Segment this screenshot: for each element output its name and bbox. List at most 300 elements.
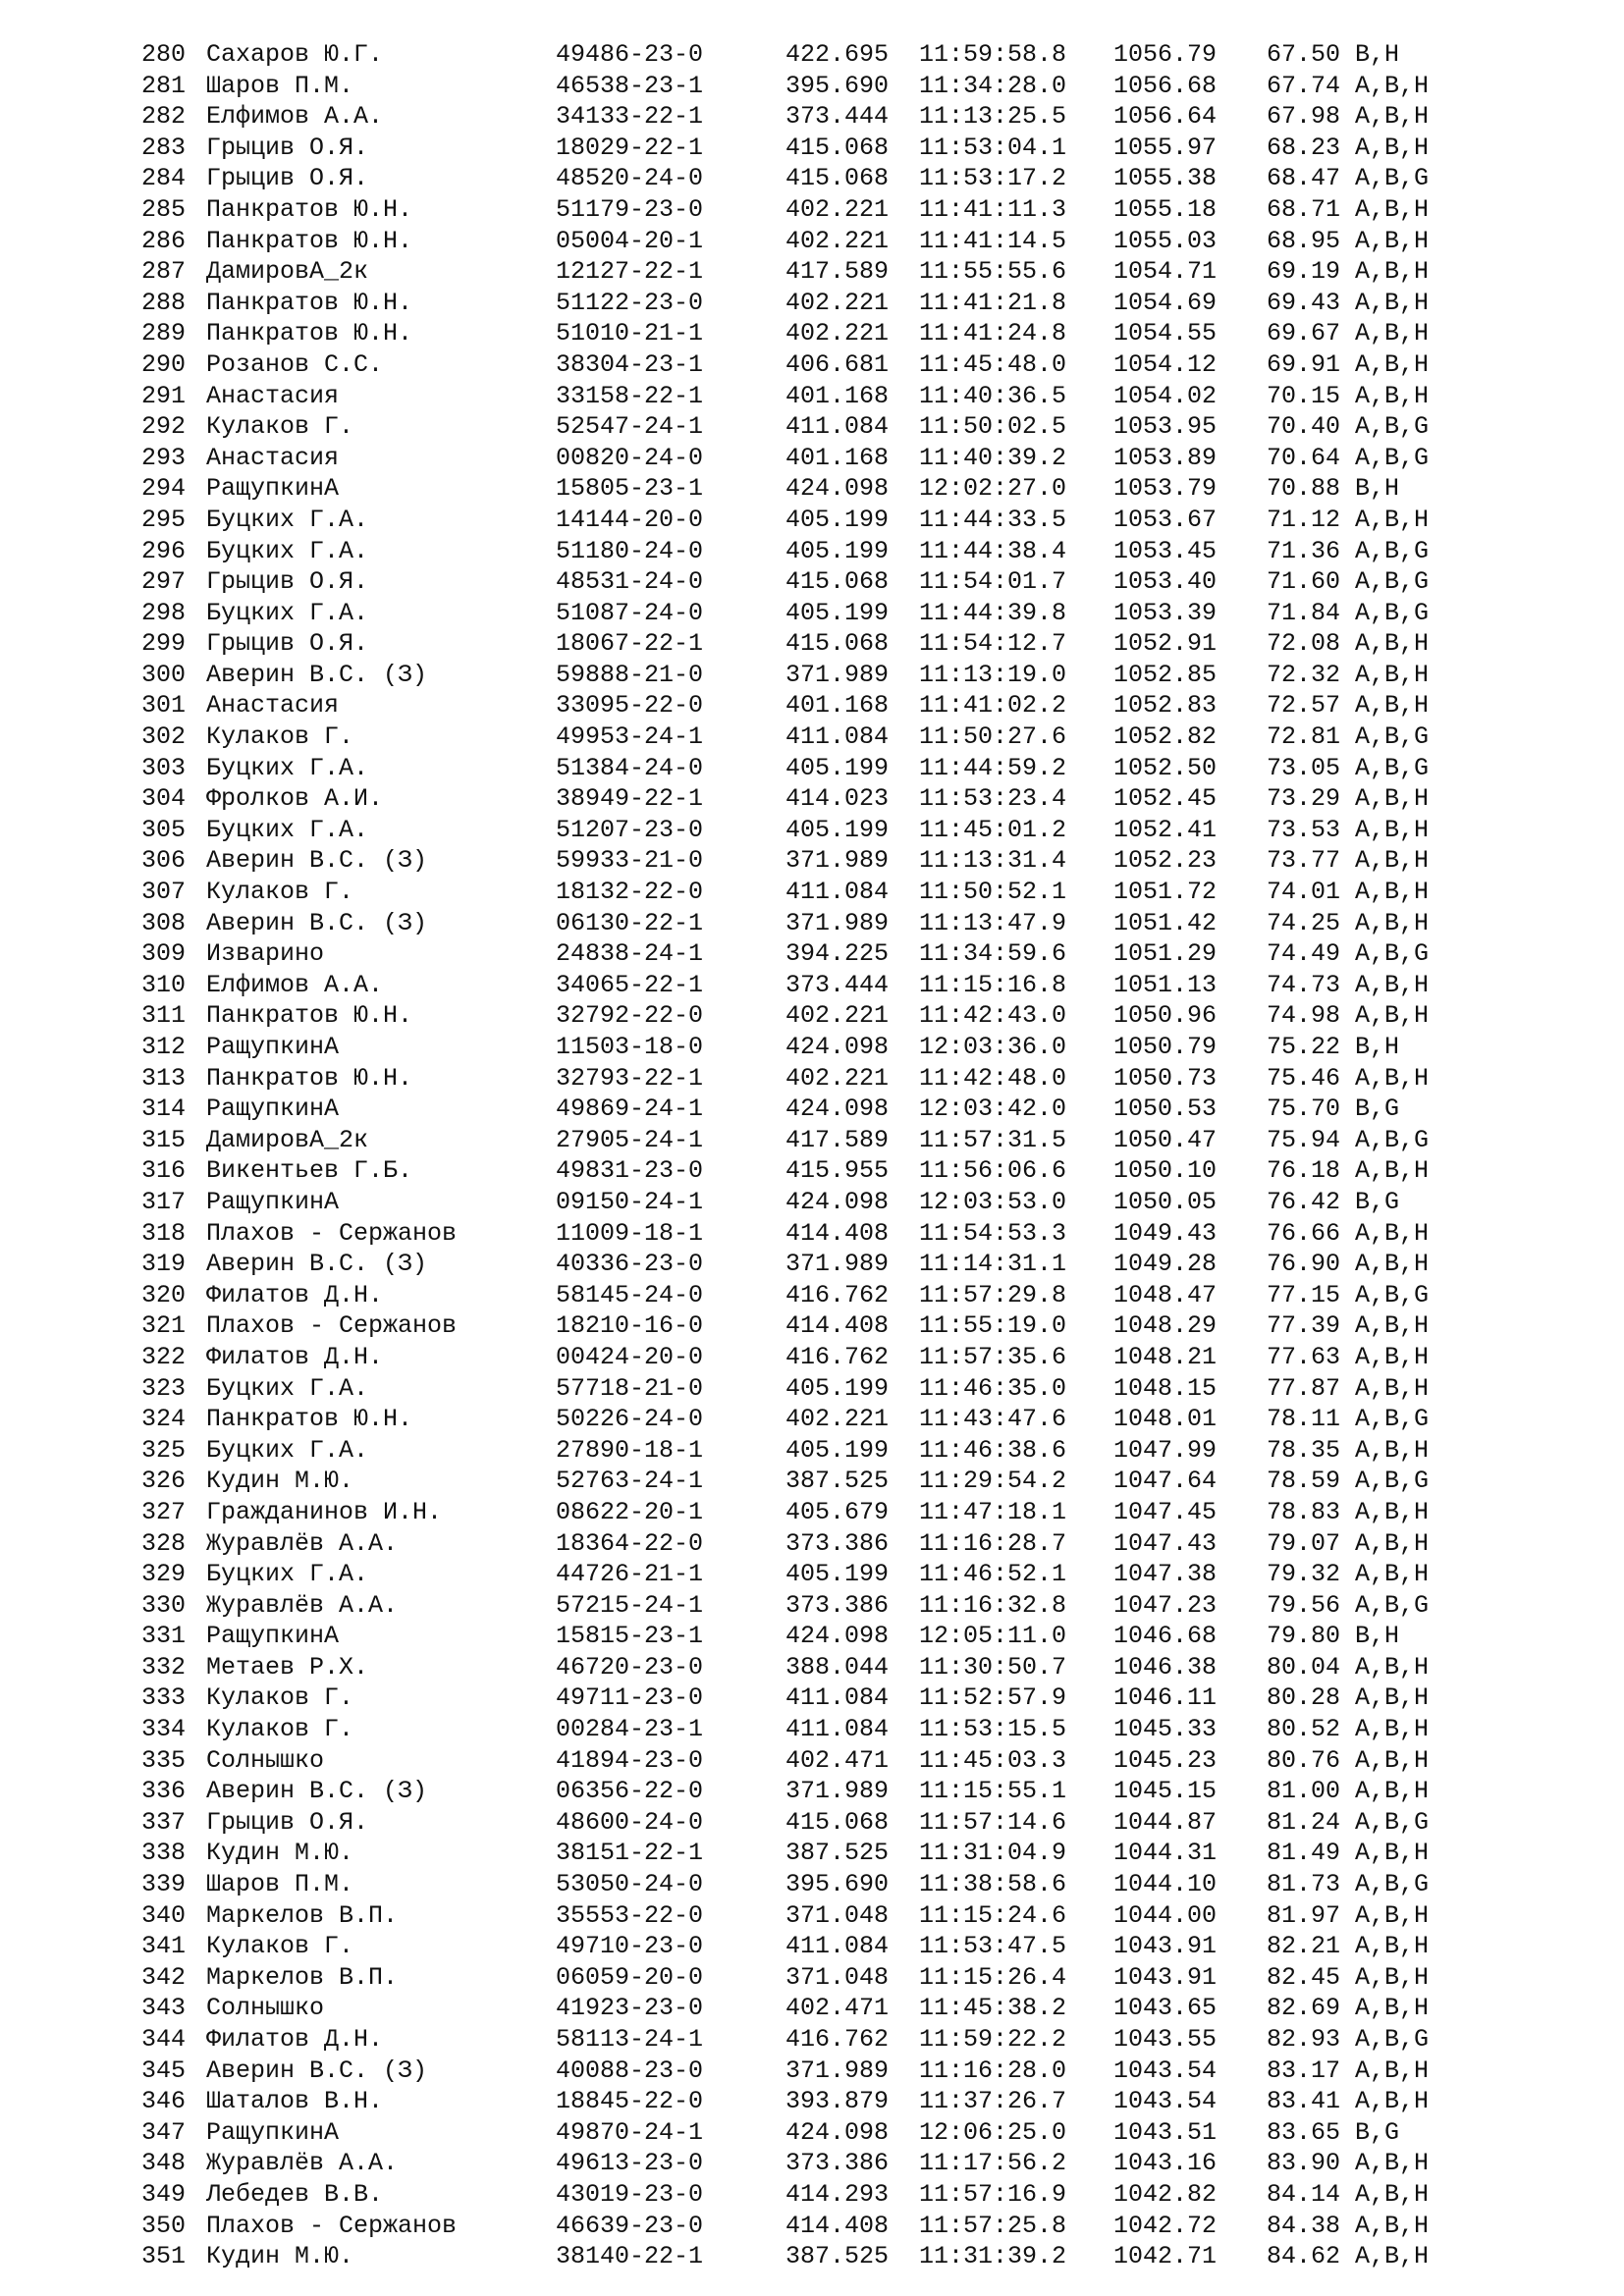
category-flags: A,B,H	[1355, 1311, 1430, 1341]
place-number: 332	[141, 1652, 187, 1682]
category-flags: A,B,G	[1355, 1467, 1430, 1496]
table-row	[141, 226, 1496, 257]
speed-value: 1055.97	[1113, 133, 1218, 162]
table-row	[141, 1249, 1496, 1280]
ring-number: 06130-22-1	[556, 908, 704, 937]
ring-number: 38949-22-1	[556, 784, 704, 814]
speed-value: 1050.05	[1113, 1187, 1218, 1216]
speed-value: 1053.39	[1113, 598, 1218, 627]
speed-value: 1053.45	[1113, 536, 1218, 565]
fancier-name: Маркелов В.П.	[206, 1900, 399, 1930]
table-row	[141, 443, 1496, 474]
category-flags: A,B,H	[1355, 2211, 1430, 2240]
table-row	[141, 1714, 1496, 1745]
ring-number: 41894-23-0	[556, 1745, 704, 1775]
distance-value: 402.471	[785, 1745, 890, 1775]
distance-value: 402.221	[785, 319, 890, 348]
category-flags: B,H	[1355, 1622, 1400, 1651]
category-flags: A,B,G	[1355, 412, 1430, 442]
place-number: 328	[141, 1528, 187, 1558]
coefficient-value: 69.67	[1267, 319, 1341, 348]
category-flags: A,B,H	[1355, 1777, 1430, 1806]
category-flags: A,B,H	[1355, 288, 1430, 317]
fancier-name: Журавлёв А.А.	[206, 1528, 399, 1558]
table-row	[141, 1652, 1496, 1683]
fancier-name: Филатов Д.Н.	[206, 2025, 384, 2054]
ring-number: 18132-22-0	[556, 878, 704, 907]
arrival-time: 11:53:47.5	[919, 1932, 1067, 1961]
place-number: 315	[141, 1125, 187, 1154]
arrival-time: 11:38:58.6	[919, 1870, 1067, 1899]
distance-value: 395.690	[785, 1870, 890, 1899]
place-number: 297	[141, 567, 187, 597]
table-row	[141, 1497, 1496, 1528]
place-number: 340	[141, 1900, 187, 1930]
category-flags: B,H	[1355, 1033, 1400, 1061]
coefficient-value: 72.81	[1267, 722, 1341, 752]
fancier-name: Елфимов А.А.	[206, 970, 384, 999]
speed-value: 1042.82	[1113, 2179, 1218, 2209]
table-row	[141, 163, 1496, 194]
speed-value: 1050.10	[1113, 1156, 1218, 1186]
ring-number: 46639-23-0	[556, 2211, 704, 2240]
speed-value: 1052.41	[1113, 815, 1218, 844]
fancier-name: Грыцив О.Я.	[206, 164, 369, 193]
place-number: 338	[141, 1839, 187, 1868]
speed-value: 1043.51	[1113, 2117, 1218, 2147]
arrival-time: 11:53:23.4	[919, 784, 1067, 814]
fancier-name: Солнышко	[206, 1745, 325, 1775]
ring-number: 38151-22-1	[556, 1839, 704, 1868]
coefficient-value: 78.35	[1267, 1435, 1341, 1465]
category-flags: A,B,H	[1355, 2149, 1430, 2178]
ring-number: 46538-23-1	[556, 71, 704, 100]
ring-number: 08622-20-1	[556, 1497, 704, 1526]
coefficient-value: 69.91	[1267, 349, 1341, 379]
arrival-time: 11:43:47.6	[919, 1405, 1067, 1434]
place-number: 325	[141, 1435, 187, 1465]
speed-value: 1056.64	[1113, 102, 1218, 132]
distance-value: 371.048	[785, 1962, 890, 1992]
place-number: 346	[141, 2087, 187, 2116]
coefficient-value: 70.64	[1267, 443, 1341, 472]
speed-value: 1050.96	[1113, 1001, 1218, 1031]
place-number: 298	[141, 598, 187, 627]
arrival-time: 11:30:50.7	[919, 1652, 1067, 1682]
ring-number: 34133-22-1	[556, 102, 704, 132]
coefficient-value: 79.32	[1267, 1560, 1341, 1589]
coefficient-value: 72.08	[1267, 629, 1341, 659]
fancier-name: Фролков А.И.	[206, 784, 384, 814]
table-row	[141, 2056, 1496, 2087]
arrival-time: 11:37:26.7	[919, 2087, 1067, 2116]
coefficient-value: 77.39	[1267, 1311, 1341, 1341]
speed-value: 1047.38	[1113, 1560, 1218, 1589]
coefficient-value: 82.93	[1267, 2025, 1341, 2054]
speed-value: 1053.95	[1113, 412, 1218, 442]
fancier-name: Грыцив О.Я.	[206, 629, 369, 659]
speed-value: 1048.47	[1113, 1280, 1218, 1309]
table-row	[141, 908, 1496, 939]
place-number: 324	[141, 1405, 187, 1434]
arrival-time: 11:55:19.0	[919, 1311, 1067, 1341]
fancier-name: Кудин М.Ю.	[206, 2242, 354, 2271]
arrival-time: 11:46:52.1	[919, 1560, 1067, 1589]
coefficient-value: 80.04	[1267, 1652, 1341, 1682]
fancier-name: РащупкинА	[206, 2117, 340, 2147]
category-flags: A,B,H	[1355, 505, 1430, 534]
coefficient-value: 80.76	[1267, 1745, 1341, 1775]
table-row	[141, 39, 1496, 71]
table-row	[141, 473, 1496, 505]
ring-number: 05004-20-1	[556, 226, 704, 255]
distance-value: 387.525	[785, 1467, 890, 1496]
distance-value: 387.525	[785, 1839, 890, 1868]
fancier-name: Кулаков Г.	[206, 1683, 354, 1713]
coefficient-value: 71.84	[1267, 598, 1341, 627]
fancier-name: Буцких Г.А.	[206, 1560, 369, 1589]
speed-value: 1048.01	[1113, 1405, 1218, 1434]
table-row	[141, 1931, 1496, 1962]
table-row	[141, 690, 1496, 721]
fancier-name: РащупкинА	[206, 1187, 340, 1216]
place-number: 330	[141, 1590, 187, 1620]
distance-value: 405.199	[785, 1435, 890, 1465]
table-row	[141, 2211, 1496, 2242]
arrival-time: 11:41:24.8	[919, 319, 1067, 348]
coefficient-value: 82.21	[1267, 1932, 1341, 1961]
ring-number: 14144-20-0	[556, 505, 704, 534]
fancier-name: Аверин В.С. (З)	[206, 908, 428, 937]
speed-value: 1053.67	[1113, 505, 1218, 534]
fancier-name: Аверин В.С. (З)	[206, 1250, 428, 1279]
distance-value: 424.098	[785, 1095, 890, 1124]
place-number: 293	[141, 443, 187, 472]
category-flags: A,B,G	[1355, 1590, 1430, 1620]
distance-value: 395.690	[785, 71, 890, 100]
coefficient-value: 68.95	[1267, 226, 1341, 255]
table-row	[141, 1528, 1496, 1560]
table-row	[141, 2024, 1496, 2056]
coefficient-value: 83.17	[1267, 2056, 1341, 2085]
category-flags: A,B,H	[1355, 1250, 1430, 1279]
speed-value: 1047.64	[1113, 1467, 1218, 1496]
table-row	[141, 938, 1496, 970]
place-number: 295	[141, 505, 187, 534]
fancier-name: Маркелов В.П.	[206, 1962, 399, 1992]
table-row	[141, 598, 1496, 629]
category-flags: A,B,H	[1355, 1962, 1430, 1992]
coefficient-value: 75.46	[1267, 1063, 1341, 1093]
arrival-time: 11:54:12.7	[919, 629, 1067, 659]
arrival-time: 11:44:38.4	[919, 536, 1067, 565]
coefficient-value: 74.49	[1267, 939, 1341, 969]
fancier-name: Буцких Г.А.	[206, 505, 369, 534]
arrival-time: 11:31:04.9	[919, 1839, 1067, 1868]
category-flags: A,B,H	[1355, 102, 1430, 132]
distance-value: 422.695	[785, 40, 890, 69]
distance-value: 373.444	[785, 970, 890, 999]
ring-number: 18845-22-0	[556, 2087, 704, 2116]
fancier-name: Филатов Д.Н.	[206, 1280, 384, 1309]
fancier-name: Журавлёв А.А.	[206, 2149, 399, 2178]
ring-number: 06059-20-0	[556, 1962, 704, 1992]
ring-number: 00820-24-0	[556, 443, 704, 472]
arrival-time: 11:59:58.8	[919, 40, 1067, 69]
ring-number: 11503-18-0	[556, 1033, 704, 1061]
table-row	[141, 71, 1496, 102]
coefficient-value: 76.18	[1267, 1156, 1341, 1186]
ring-number: 51010-21-1	[556, 319, 704, 348]
coefficient-value: 71.12	[1267, 505, 1341, 534]
category-flags: A,B,H	[1355, 2242, 1430, 2271]
distance-value: 414.408	[785, 1311, 890, 1341]
arrival-time: 11:29:54.2	[919, 1467, 1067, 1496]
ring-number: 40088-23-0	[556, 2056, 704, 2085]
place-number: 342	[141, 1962, 187, 1992]
table-row	[141, 1559, 1496, 1590]
category-flags: A,B,H	[1355, 226, 1430, 255]
distance-value: 411.084	[785, 1683, 890, 1713]
arrival-time: 11:13:31.4	[919, 846, 1067, 876]
speed-value: 1049.28	[1113, 1250, 1218, 1279]
arrival-time: 11:52:57.9	[919, 1683, 1067, 1713]
category-flags: A,B,H	[1355, 815, 1430, 844]
speed-value: 1045.23	[1113, 1745, 1218, 1775]
category-flags: A,B,H	[1355, 970, 1430, 999]
place-number: 283	[141, 133, 187, 162]
coefficient-value: 68.47	[1267, 164, 1341, 193]
category-flags: A,B,G	[1355, 567, 1430, 597]
place-number: 287	[141, 257, 187, 287]
fancier-name: Панкратов Ю.Н.	[206, 1405, 413, 1434]
place-number: 310	[141, 970, 187, 999]
table-row	[141, 1807, 1496, 1839]
table-row	[141, 845, 1496, 877]
speed-value: 1055.18	[1113, 194, 1218, 224]
speed-value: 1046.11	[1113, 1683, 1218, 1713]
arrival-time: 11:57:16.9	[919, 2179, 1067, 2209]
distance-value: 371.989	[785, 908, 890, 937]
arrival-time: 11:31:39.2	[919, 2242, 1067, 2271]
table-row	[141, 753, 1496, 784]
arrival-time: 11:50:02.5	[919, 412, 1067, 442]
distance-value: 405.199	[785, 536, 890, 565]
place-number: 343	[141, 1994, 187, 2023]
distance-value: 424.098	[785, 2117, 890, 2147]
speed-value: 1044.87	[1113, 1807, 1218, 1837]
fancier-name: Буцких Г.А.	[206, 1373, 369, 1403]
fancier-name: Шаталов В.Н.	[206, 2087, 384, 2116]
fancier-name: Шаров П.М.	[206, 71, 354, 100]
table-row	[141, 1187, 1496, 1218]
ring-number: 51180-24-0	[556, 536, 704, 565]
coefficient-value: 72.32	[1267, 660, 1341, 689]
table-row	[141, 1869, 1496, 1900]
coefficient-value: 71.60	[1267, 567, 1341, 597]
speed-value: 1045.15	[1113, 1777, 1218, 1806]
ring-number: 52763-24-1	[556, 1467, 704, 1496]
coefficient-value: 77.63	[1267, 1342, 1341, 1371]
distance-value: 424.098	[785, 1622, 890, 1651]
ring-number: 49869-24-1	[556, 1095, 704, 1124]
ring-number: 57215-24-1	[556, 1590, 704, 1620]
distance-value: 415.068	[785, 629, 890, 659]
place-number: 318	[141, 1218, 187, 1248]
arrival-time: 11:57:25.8	[919, 2211, 1067, 2240]
distance-value: 415.068	[785, 164, 890, 193]
coefficient-value: 81.24	[1267, 1807, 1341, 1837]
fancier-name: Плахов - Сержанов	[206, 1218, 458, 1248]
coefficient-value: 81.73	[1267, 1870, 1341, 1899]
place-number: 322	[141, 1342, 187, 1371]
arrival-time: 11:16:28.0	[919, 2056, 1067, 2085]
ring-number: 49613-23-0	[556, 2149, 704, 2178]
ring-number: 18067-22-1	[556, 629, 704, 659]
speed-value: 1053.89	[1113, 443, 1218, 472]
fancier-name: Аверин В.С. (З)	[206, 660, 428, 689]
coefficient-value: 79.56	[1267, 1590, 1341, 1620]
fancier-name: Филатов Д.Н.	[206, 1342, 384, 1371]
speed-value: 1052.85	[1113, 660, 1218, 689]
category-flags: A,B,H	[1355, 629, 1430, 659]
distance-value: 417.589	[785, 257, 890, 287]
table-row	[141, 1218, 1496, 1250]
speed-value: 1050.79	[1113, 1033, 1218, 1061]
category-flags: A,B,H	[1355, 257, 1430, 287]
fancier-name: Буцких Г.А.	[206, 1435, 369, 1465]
ring-number: 53050-24-0	[556, 1870, 704, 1899]
category-flags: A,B,H	[1355, 878, 1430, 907]
coefficient-value: 71.36	[1267, 536, 1341, 565]
fancier-name: Сахаров Ю.Г.	[206, 40, 384, 69]
arrival-time: 11:45:48.0	[919, 349, 1067, 379]
category-flags: A,B,H	[1355, 1528, 1430, 1558]
table-row	[141, 1993, 1496, 2024]
distance-value: 411.084	[785, 878, 890, 907]
speed-value: 1052.91	[1113, 629, 1218, 659]
fancier-name: Кудин М.Ю.	[206, 1839, 354, 1868]
distance-value: 393.879	[785, 2087, 890, 2116]
category-flags: A,B,G	[1355, 2025, 1430, 2054]
arrival-time: 11:57:29.8	[919, 1280, 1067, 1309]
speed-value: 1044.00	[1113, 1900, 1218, 1930]
place-number: 333	[141, 1683, 187, 1713]
speed-value: 1042.71	[1113, 2242, 1218, 2271]
speed-value: 1054.12	[1113, 349, 1218, 379]
fancier-name: Кулаков Г.	[206, 1932, 354, 1961]
table-row	[141, 349, 1496, 381]
speed-value: 1044.10	[1113, 1870, 1218, 1899]
arrival-time: 11:44:59.2	[919, 753, 1067, 782]
speed-value: 1056.68	[1113, 71, 1218, 100]
coefficient-value: 67.98	[1267, 102, 1341, 132]
ring-number: 51207-23-0	[556, 815, 704, 844]
table-row	[141, 2179, 1496, 2211]
speed-value: 1047.99	[1113, 1435, 1218, 1465]
ring-number: 46720-23-0	[556, 1652, 704, 1682]
coefficient-value: 73.29	[1267, 784, 1341, 814]
coefficient-value: 81.97	[1267, 1900, 1341, 1930]
ring-number: 49710-23-0	[556, 1932, 704, 1961]
distance-value: 424.098	[785, 1187, 890, 1216]
fancier-name: Панкратов Ю.Н.	[206, 1001, 413, 1031]
coefficient-value: 67.74	[1267, 71, 1341, 100]
fancier-name: Розанов С.С.	[206, 349, 384, 379]
arrival-time: 11:40:36.5	[919, 381, 1067, 410]
coefficient-value: 68.71	[1267, 194, 1341, 224]
fancier-name: Кулаков Г.	[206, 412, 354, 442]
fancier-name: Кудин М.Ю.	[206, 1467, 354, 1496]
ring-number: 32792-22-0	[556, 1001, 704, 1031]
arrival-time: 11:34:59.6	[919, 939, 1067, 969]
place-number: 300	[141, 660, 187, 689]
coefficient-value: 74.25	[1267, 908, 1341, 937]
category-flags: A,B,H	[1355, 1994, 1430, 2023]
table-row	[141, 566, 1496, 598]
category-flags: A,B,H	[1355, 846, 1430, 876]
coefficient-value: 78.59	[1267, 1467, 1341, 1496]
category-flags: A,B,G	[1355, 1807, 1430, 1837]
ring-number: 24838-24-1	[556, 939, 704, 969]
ring-number: 38140-22-1	[556, 2242, 704, 2271]
coefficient-value: 78.11	[1267, 1405, 1341, 1434]
place-number: 307	[141, 878, 187, 907]
arrival-time: 11:55:55.6	[919, 257, 1067, 287]
category-flags: A,B,H	[1355, 1839, 1430, 1868]
ring-number: 51122-23-0	[556, 288, 704, 317]
arrival-time: 11:42:48.0	[919, 1063, 1067, 1093]
ring-number: 40336-23-0	[556, 1250, 704, 1279]
distance-value: 387.525	[785, 2242, 890, 2271]
place-number: 290	[141, 349, 187, 379]
fancier-name: Буцких Г.А.	[206, 536, 369, 565]
place-number: 294	[141, 474, 187, 504]
category-flags: A,B,H	[1355, 133, 1430, 162]
ring-number: 00424-20-0	[556, 1342, 704, 1371]
distance-value: 405.199	[785, 598, 890, 627]
category-flags: A,B,H	[1355, 1063, 1430, 1093]
category-flags: A,B,G	[1355, 1280, 1430, 1309]
speed-value: 1053.40	[1113, 567, 1218, 597]
place-number: 308	[141, 908, 187, 937]
speed-value: 1054.71	[1113, 257, 1218, 287]
place-number: 344	[141, 2025, 187, 2054]
category-flags: B,G	[1355, 1187, 1400, 1216]
arrival-time: 11:41:11.3	[919, 194, 1067, 224]
coefficient-value: 81.00	[1267, 1777, 1341, 1806]
speed-value: 1054.69	[1113, 288, 1218, 317]
category-flags: A,B,H	[1355, 71, 1430, 100]
distance-value: 414.408	[785, 1218, 890, 1248]
arrival-time: 11:46:35.0	[919, 1373, 1067, 1403]
table-row	[141, 411, 1496, 443]
table-row	[141, 2241, 1496, 2272]
ring-number: 48600-24-0	[556, 1807, 704, 1837]
ring-number: 50226-24-0	[556, 1405, 704, 1434]
table-row	[141, 1310, 1496, 1342]
table-row	[141, 815, 1496, 846]
ring-number: 18210-16-0	[556, 1311, 704, 1341]
distance-value: 373.386	[785, 1528, 890, 1558]
coefficient-value: 72.57	[1267, 691, 1341, 721]
distance-value: 373.386	[785, 1590, 890, 1620]
distance-value: 373.444	[785, 102, 890, 132]
category-flags: A,B,H	[1355, 784, 1430, 814]
table-row	[141, 101, 1496, 133]
fancier-name: Панкратов Ю.Н.	[206, 194, 413, 224]
table-row	[141, 1621, 1496, 1652]
